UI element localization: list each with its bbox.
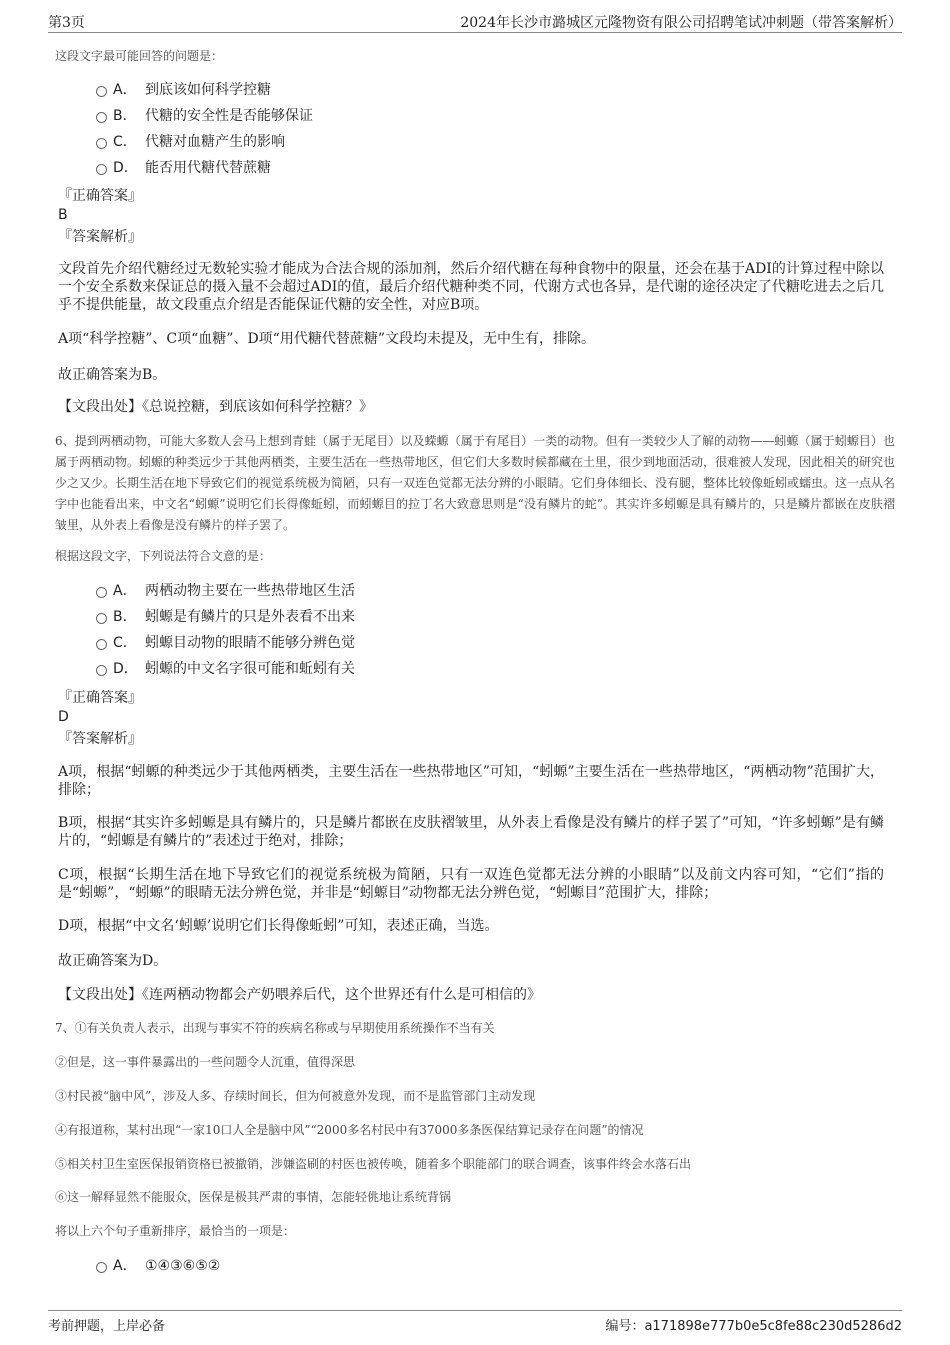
q6-option-c[interactable]: C． 蚓螈目动物的眼睛不能够分辨色觉 xyxy=(96,633,355,653)
q5-analysis-paragraph: A项“科学控糖”、C项“血糖”、D项“用代糖代替蔗糖”文段均未提及，无中生有，排除。 xyxy=(58,331,595,347)
q6-answer: D xyxy=(58,709,69,725)
page-number: 第3页 xyxy=(48,15,85,31)
q6-answer-label: 『正确答案』 xyxy=(58,690,142,706)
q5-answer: B xyxy=(58,207,68,223)
footer-slogan: 考前押题，上岸必备 xyxy=(48,1319,166,1334)
radio-icon[interactable] xyxy=(96,164,107,175)
q5-option-b[interactable]: B． 代糖的安全性是否能够保证 xyxy=(96,106,313,126)
q7-sentence: ③村民被“脑中风”，涉及人多、存续时间长，但为何被意外发现，而不是监管部门主动发现 xyxy=(55,1089,536,1103)
document-title: 2024年长沙市潞城区元隆物资有限公司招聘笔试冲刺题（带答案解析） xyxy=(460,15,902,31)
q6-prompt: 根据这段文字，下列说法符合文意的是： xyxy=(55,549,272,563)
q6-analysis-paragraph: C项，根据“长期生活在地下导致它们的视觉系统极为简陋，只有一双连色觉都无法分辨的小眼睛”以及前文内容可知，“它们”指的是“蚓螈”，“蚓螈”的眼睛无法分辨色觉，并非是“蚓螈目”动物都无法分辨色觉，“蚓螈目”范围扩大，排除； xyxy=(58,867,884,901)
q5-conclusion: 故正确答案为B。 xyxy=(58,367,167,383)
page-footer xyxy=(48,1310,902,1337)
document-id: 编号：a171898e777b0e5c8fe88c230d5286d2 xyxy=(605,1319,902,1334)
page-header xyxy=(48,10,902,33)
q6-option-d[interactable]: D． 蚓螈的中文名字很可能和蚯蚓有关 xyxy=(96,659,355,679)
radio-icon[interactable] xyxy=(96,1262,107,1273)
q7-sentence: ②但是，这一事件暴露出的一些问题令人沉重，值得深思 xyxy=(55,1055,356,1069)
q7-sentence: ④有报道称，某村出现“一家10口人全是脑中风”“2000多名村民中有37000多条医保结算记录存在问题”的情况 xyxy=(55,1123,644,1137)
q5-option-d[interactable]: D． 能否用代糖代替蔗糖 xyxy=(96,158,271,178)
q6-option-a[interactable]: A． 两栖动物主要在一些热带地区生活 xyxy=(96,581,355,601)
q5-option-c[interactable]: C． 代糖对血糖产生的影响 xyxy=(96,132,285,152)
q6-analysis-paragraph: D项，根据“中文名‘蚓螈’说明它们长得像蚯蚓”可知，表述正确，当选。 xyxy=(58,918,499,934)
radio-icon[interactable] xyxy=(96,86,107,97)
q6-source: 【文段出处】《连两栖动物都会产奶喂养后代，这个世界还有什么是可相信的》 xyxy=(58,987,541,1003)
radio-icon[interactable] xyxy=(96,613,107,624)
q5-answer-label: 『正确答案』 xyxy=(58,188,142,204)
q6-analysis-paragraph: B项，根据“其实许多蚓螈是具有鳞片的，只是鳞片都嵌在皮肤褶皱里，从外表上看像是没有鳞片的样子罢了”可知，“许多蚓螈”是有鳞片的，“蚓螈是有鳞片的”表述过于绝对，排除； xyxy=(58,815,884,849)
radio-icon[interactable] xyxy=(96,639,107,650)
radio-icon[interactable] xyxy=(96,112,107,123)
q7-sentence: ⑥这一解释显然不能服众，医保是极其严肃的事情，怎能轻佻地让系统背锅 xyxy=(55,1190,452,1204)
q5-prompt: 这段文字最可能回答的问题是： xyxy=(55,49,224,63)
q6-conclusion: 故正确答案为D。 xyxy=(58,953,168,969)
radio-icon[interactable] xyxy=(96,587,107,598)
q7-prompt: 将以上六个句子重新排序，最恰当的一项是： xyxy=(55,1224,296,1238)
q6-passage: 6、提到两栖动物，可能大多数人会马上想到青蛙（属于无尾目）以及蝾螈（属于有尾目）一类的动物。但有一类较少人了解的动物——蚓螈（属于蚓螈目）也属于两栖动物。蚓螈的种类远少于其他两栖类，主要生活在一些热带地区，但它们大多数时候都藏在土里，很少到地面活动，很难被人发现，因此相关的研究也少之又少。长期生活在地下导致它们的视觉系统极为简陋，只有一双连色觉都无法分辨的小眼睛。它们身体细长、没有腿，整体比较像蚯蚓或蠕虫。这一点从名字中也能看出来，中文名“蚓螈”说明它们长得像蚯蚓，而蚓螈目的拉丁名大致意思则是“没有鳞片的蛇”。其实许多蚓螈是具有鳞片的，只是鳞片都嵌在皮肤褶皱里，从外表上看像是没有鳞片的样子罢了。 xyxy=(55,434,896,532)
radio-icon[interactable] xyxy=(96,665,107,676)
q7-option-a[interactable]: A． ①④③⑥⑤② xyxy=(96,1256,220,1276)
q5-analysis-label: 『答案解析』 xyxy=(58,229,142,245)
q6-analysis-paragraph: A项，根据“蚓螈的种类远少于其他两栖类，主要生活在一些热带地区”可知，“蚓螈”主要生活在一些热带地区，“两栖动物”范围扩大，排除； xyxy=(58,764,884,798)
q6-option-b[interactable]: B． 蚓螈是有鳞片的只是外表看不出来 xyxy=(96,607,355,627)
radio-icon[interactable] xyxy=(96,138,107,149)
q5-source: 【文段出处】《总说控糖，到底该如何科学控糖？》 xyxy=(58,399,373,415)
q5-analysis-paragraph: 文段首先介绍代糖经过无数轮实验才能成为合法合规的添加剂，然后介绍代糖在每种食物中的限量，还会在基于ADI的计算过程中除以一个安全系数来保证总的摄入量不会超过ADI的值，最后介绍代糖种类不同，代谢方式也各异，是代谢的途径决定了代糖吃进去之后几乎不提供能量，故文段重点介绍是否能保证代糖的安全性，对应B项。 xyxy=(58,261,884,313)
q7-sentence: ⑤相关村卫生室医保报销资格已被撤销，涉嫌盗刷的村医也被传唤，随着多个职能部门的联合调查，该事件终会水落石出 xyxy=(55,1157,692,1171)
q6-analysis-label: 『答案解析』 xyxy=(58,731,142,747)
q7-sentence: 7、①有关负责人表示，出现与事实不符的疾病名称或与早期使用系统操作不当有关 xyxy=(55,1021,495,1035)
q5-option-a[interactable]: A． 到底该如何科学控糖 xyxy=(96,80,271,100)
